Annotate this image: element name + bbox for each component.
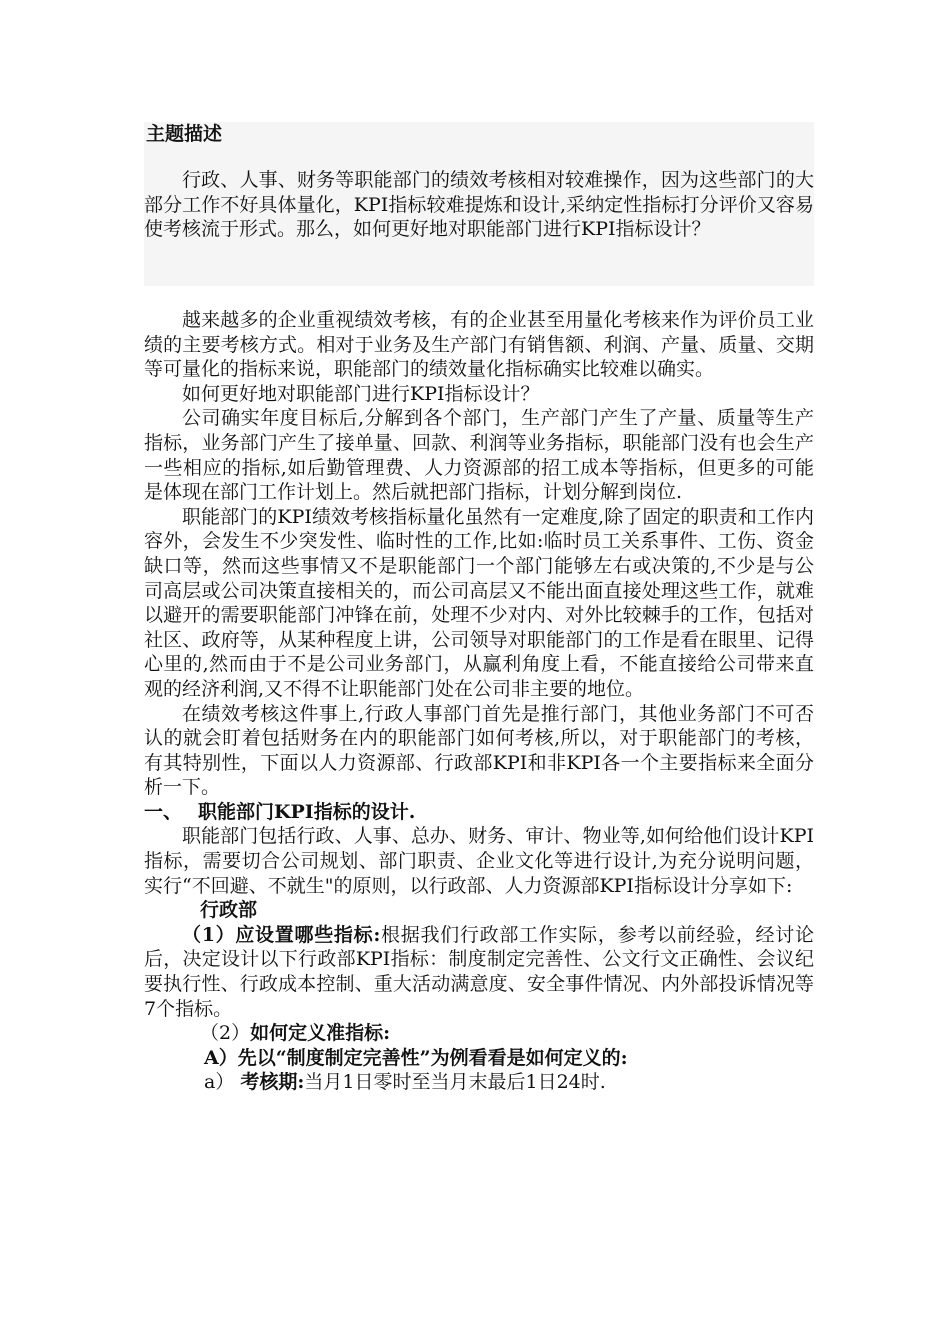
paragraph-3: 公司确实年度目标后,分解到各个部门，生产部门产生了产量、质量等生产指标，业务部门产生了接单量、回款、利润等业务指标，职能部门没有也会生产一些相应的指标,如后勤管理费、人力资源部的招工成本等指标，但更多的可能是体现在部门工作计划上。然后就把部门指标，计划分解到岗位. <box>144 407 814 504</box>
dept-heading: 行政部 <box>200 899 258 922</box>
item-A-text: 先以“制度制定完善性”为例看看是如何定义的: <box>237 1046 628 1069</box>
item-a-label: 考核期: <box>240 1071 305 1094</box>
item-A-prefix: A） <box>204 1046 238 1069</box>
item-a-text: 当月1日零时至当月末最后1日24时. <box>304 1071 606 1094</box>
item-1 <box>144 923 814 1021</box>
document-body <box>144 122 814 1095</box>
paragraph-4: 职能部门的KPI绩效考核指标量化虽然有一定难度,除了固定的职责和工作内容外，会发生不少突发性、临时性的工作,比如:临时员工关系事件、工伤、资金缺口等，然而这些事情又不是职能部门一个部门能够左右或决策的,不少是与公司高层或公司决策直接相关的，而公司高层又不能出面直接处理这些工作，就难以避开的需要职能部门冲锋在前，处理不少对内、对外比较棘手的工作，包括对社区、政府等，从某种程度上讲，公司领导对职能部门的工作是看在眼里、记得心里的,然而由于不是公司业务部门，从赢利角度上看，不能直接给公司带来直观的经济利润,又不得不让职能部门处在公司非主要的地位。 <box>144 505 814 700</box>
item-1-text: 根据我们行政部工作实际，参考以前经验，经讨论后，决定设计以下行政部KPI指标：制度制定完善性、公文行文正确性、会议纪要执行性、行政成本控制、重大活动满意度、安全事件情况、内外部投诉情况等7个指标。 <box>144 923 814 1020</box>
item-1-label: （1）应设置哪些指标: <box>182 923 381 946</box>
section-number: 一、 <box>144 800 183 823</box>
paragraph-1: 越来越多的企业重视绩效考核，有的企业甚至用量化考核来作为评价员工业绩的主要考核方式。相对于业务及生产部门有销售额、利润、产量、质量、交期等可量化的指标来说，职能部门的绩效量化指标确实比较难以确实。 <box>144 309 814 381</box>
item-2 <box>144 1021 814 1046</box>
item-A <box>144 1046 814 1071</box>
section-heading <box>144 800 814 825</box>
topic-title: 主题描述 <box>144 122 814 152</box>
paragraph-5: 在绩效考核这件事上,行政人事部门首先是推行部门，其他业务部门不可否认的就会盯着包括财务在内的职能部门如何考核,所以，对于职能部门的考核，有其特别性，下面以人力资源部、行政部KPI和非KPI各一个主要指标来全面分析一下。 <box>144 702 814 799</box>
section-heading-text: 职能部门KPI指标的设计. <box>198 800 416 823</box>
intro-box <box>144 152 814 286</box>
section-body: 职能部门包括行政、人事、总办、财务、审计、物业等,如何给他们设计KPI指标，需要切合公司规划、部门职责、企业文化等进行设计,为充分说明问题，实行“不回避、不就生"的原则，以行政部、人力资源部KPI指标设计分享如下: <box>144 825 814 897</box>
intro-paragraph: 行政、人事、财务等职能部门的绩效考核相对较难操作，因为这些部门的大部分工作不好具体量化，KPI指标较难提炼和设计,采纳定性指标打分评价又容易使考核流于形式。那么，如何更好地对职能部门进行KPI指标设计？ <box>144 169 814 241</box>
item-a <box>144 1070 814 1095</box>
item-a-prefix: a） <box>204 1071 235 1094</box>
paragraph-2: 如何更好地对职能部门进行KPI指标设计？ <box>182 382 540 405</box>
item-2-prefix: （2） <box>200 1022 251 1045</box>
item-2-label: 如何定义准指标: <box>250 1022 391 1045</box>
